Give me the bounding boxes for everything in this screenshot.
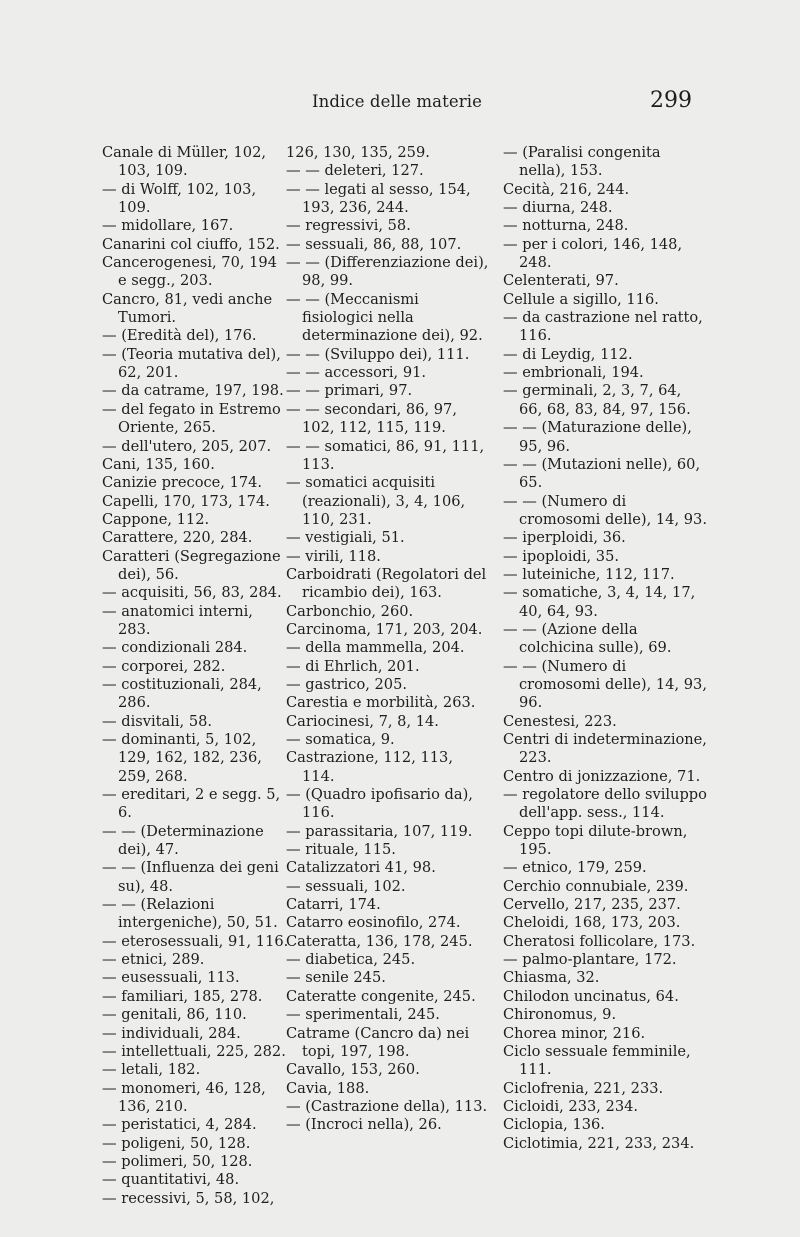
index-column-3 bbox=[503, 144, 709, 1153]
index-entry: — — secondari, 86, 97, 102, 112, 115, 119. bbox=[286, 400, 457, 437]
index-entry: — (Incroci nella), 26. bbox=[286, 1116, 442, 1134]
index-entry: Carcinoma, 171, 203, 204. bbox=[286, 620, 483, 638]
index-entry: Chorea minor, 216. bbox=[503, 1024, 646, 1042]
index-entry: — — (Determinazione dei), 47. bbox=[102, 822, 264, 859]
page-number: 299 bbox=[650, 88, 692, 113]
index-entry: — dell'utero, 205, 207. bbox=[102, 437, 272, 455]
index-entry: — sessuali, 102. bbox=[286, 877, 406, 895]
index-column-2 bbox=[286, 144, 490, 1135]
index-entry: Canarini col ciuffo, 152. bbox=[102, 235, 280, 253]
index-entry: Cateratte congenite, 245. bbox=[286, 987, 476, 1005]
index-entry: Ciclo sessuale femminile, 111. bbox=[503, 1042, 691, 1079]
index-entry: — da castrazione nel ratto, 116. bbox=[503, 309, 703, 345]
index-entry: Cicloidi, 233, 234. bbox=[503, 1097, 639, 1115]
index-entry: Carboidrati (Regolatori del ricambio dei), 163. bbox=[286, 565, 487, 602]
index-entry: — senile 245. bbox=[286, 969, 386, 987]
index-entry: Catarro eosinofilo, 274. bbox=[286, 914, 461, 932]
index-entry: — somatica, 9. bbox=[286, 731, 395, 748]
index-entry: — iperploidi, 36. bbox=[503, 529, 626, 547]
index-entry: Capelli, 170, 173, 174. bbox=[102, 492, 270, 510]
index-entry: Catarri, 174. bbox=[286, 896, 381, 914]
index-entry: — ereditari, 2 e segg. 5, 6. bbox=[102, 786, 281, 822]
index-entry: — — (Mutazioni nelle), 60, 65. bbox=[503, 455, 701, 492]
index-entry: — ipoploidi, 35. bbox=[503, 547, 619, 565]
index-entry: — rituale, 115. bbox=[286, 841, 396, 859]
index-entry: Cervello, 217, 235, 237. bbox=[503, 896, 681, 914]
index-entry: — — somatici, 86, 91, 111, 113. bbox=[286, 437, 485, 473]
index-entry: — sessuali, 86, 88, 107. bbox=[286, 235, 462, 253]
index-entry: 126, 130, 135, 259. bbox=[286, 144, 430, 161]
index-entry: — — (Maturazione delle), 95, 96. bbox=[503, 419, 692, 455]
index-entry: — virili, 118. bbox=[286, 547, 381, 565]
index-entry: — — primari, 97. bbox=[286, 382, 413, 400]
index-entry: — (Quadro ipofisario da), 116. bbox=[286, 786, 473, 822]
index-entry: — acquisiti, 56, 83, 284. bbox=[102, 584, 282, 602]
page-header bbox=[0, 88, 800, 128]
index-entry: — palmo-plantare, 172. bbox=[503, 951, 677, 969]
index-entry: — poligeni, 50, 128. bbox=[102, 1134, 251, 1152]
index-entry: Cancerogenesi, 70, 194 e segg., 203. bbox=[102, 254, 277, 290]
index-entry: — — (Influenza dei geni su), 48. bbox=[102, 859, 279, 895]
index-entry: — peristatici, 4, 284. bbox=[102, 1116, 257, 1134]
index-entry: — diurna, 248. bbox=[503, 199, 613, 217]
index-entry: — — deleteri, 127. bbox=[286, 162, 424, 180]
index-entry: Cariocinesi, 7, 8, 14. bbox=[286, 712, 439, 730]
index-entry: — somatiche, 3, 4, 14, 17, 40, 64, 93. bbox=[503, 584, 696, 620]
index-entry: — — legati al sesso, 154, 193, 236, 244. bbox=[286, 180, 471, 217]
index-entry: — quantitativi, 48. bbox=[102, 1171, 240, 1189]
index-entry: Ciclopia, 136. bbox=[503, 1116, 605, 1134]
index-entry: — notturna, 248. bbox=[503, 217, 629, 235]
index-entry: — (Eredità del), 176. bbox=[102, 327, 257, 345]
index-entry: Chiasma, 32. bbox=[503, 969, 600, 987]
running-title: Indice delle materie bbox=[312, 92, 482, 111]
index-entry: — regolatore dello sviluppo dell'app. sess., 114. bbox=[503, 786, 707, 822]
index-entry: — di Wolff, 102, 103, 109. bbox=[102, 180, 257, 217]
index-entry: Canale di Müller, 102, 103, 109. bbox=[102, 144, 267, 180]
index-entry: — familiari, 185, 278. bbox=[102, 987, 263, 1005]
index-entry: — luteiniche, 112, 117. bbox=[503, 565, 675, 583]
index-entry: — eterosessuali, 91, 116. bbox=[102, 932, 289, 950]
index-entry: Chilodon uncinatus, 64. bbox=[503, 987, 679, 1005]
index-entry: Cerchio connubiale, 239. bbox=[503, 877, 689, 895]
index-entry: — vestigiali, 51. bbox=[286, 529, 405, 547]
index-entry: — genitali, 86, 110. bbox=[102, 1006, 247, 1024]
index-entry: Cateratta, 136, 178, 245. bbox=[286, 932, 473, 950]
index-entry: Cavia, 188. bbox=[286, 1079, 370, 1097]
index-entry: Cheloidi, 168, 173, 203. bbox=[503, 914, 681, 932]
index-entry: — — (Sviluppo dei), 111. bbox=[286, 345, 470, 363]
index-entry: Cellule a sigillo, 116. bbox=[503, 290, 659, 308]
index-entry: — monomeri, 46, 128, 136, 210. bbox=[102, 1079, 266, 1115]
index-entry: Cenestesi, 223. bbox=[503, 712, 617, 730]
index-entry: — per i colori, 146, 148, 248. bbox=[503, 235, 683, 272]
index-entry: — della mammella, 204. bbox=[286, 639, 465, 657]
index-entry: — sperimentali, 245. bbox=[286, 1006, 440, 1024]
index-entry: — etnici, 289. bbox=[102, 951, 205, 969]
index-entry: — embrionali, 194. bbox=[503, 364, 644, 382]
index-entry: — intellettuali, 225, 282. bbox=[102, 1042, 286, 1060]
index-entry: — costituzionali, 284, 286. bbox=[102, 675, 262, 712]
index-entry: Ciclofrenia, 221, 233. bbox=[503, 1079, 664, 1097]
index-entry: — midollare, 167. bbox=[102, 217, 234, 235]
index-entry: — (Castrazione della), 113. bbox=[286, 1097, 488, 1115]
index-entry: Cancro, 81, vedi anche Tumori. bbox=[102, 290, 273, 327]
index-entry: — — (Numero di cromosomi delle), 14, 93. bbox=[503, 492, 707, 528]
index-entry: — di Leydig, 112. bbox=[503, 345, 633, 363]
index-entry: Ceppo topi dilute-brown, 195. bbox=[503, 822, 688, 859]
index-entry: Celenterati, 97. bbox=[503, 272, 619, 290]
index-column-1 bbox=[102, 144, 290, 1208]
index-entry: — germinali, 2, 3, 7, 64, 66, 68, 83, 84, 97, 156. bbox=[503, 382, 691, 418]
index-entry: — — (Differenziazione dei), 98, 99. bbox=[286, 254, 489, 290]
index-entry: Catalizzatori 41, 98. bbox=[286, 859, 436, 877]
index-entry: Carbonchio, 260. bbox=[286, 602, 414, 620]
index-entry: — polimeri, 50, 128. bbox=[102, 1152, 253, 1170]
index-entry: — (Teoria mutativa del), 62, 201. bbox=[102, 345, 281, 382]
index-entry: — regressivi, 58. bbox=[286, 217, 411, 235]
index-entry: Cappone, 112. bbox=[102, 510, 210, 528]
index-entry: — gastrico, 205. bbox=[286, 675, 408, 693]
index-entry: Chironomus, 9. bbox=[503, 1006, 617, 1024]
index-entry: — letali, 182. bbox=[102, 1061, 201, 1079]
index-entry: — parassitaria, 107, 119. bbox=[286, 822, 473, 840]
index-entry: — — (Numero di cromosomi delle), 14, 93, 96. bbox=[503, 657, 707, 712]
index-entry: Catrame (Cancro da) nei topi, 197, 198. bbox=[286, 1024, 470, 1060]
index-entry: — dominanti, 5, 102, 129, 162, 182, 236, 259, 268. bbox=[102, 731, 262, 785]
index-entry: — (Paralisi congenita nella), 153. bbox=[503, 144, 661, 180]
index-entry: Carattere, 220, 284. bbox=[102, 529, 253, 547]
index-entry: Carestia e morbilità, 263. bbox=[286, 694, 476, 712]
index-entry: — — (Meccanismi fisiologici nella determinazione dei), 92. bbox=[286, 290, 483, 345]
index-entry: — di Ehrlich, 201. bbox=[286, 657, 420, 675]
index-entry: — — accessori, 91. bbox=[286, 364, 427, 382]
index-entry: Castrazione, 112, 113, 114. bbox=[286, 749, 453, 785]
index-entry: Cani, 135, 160. bbox=[102, 455, 215, 473]
index-entry: — — (Relazioni intergeniche), 50, 51. bbox=[102, 896, 278, 932]
index-entry: — — (Azione della colchicina sulle), 69. bbox=[503, 620, 672, 657]
index-entry: — da catrame, 197, 198. bbox=[102, 382, 284, 400]
index-entry: — anatomici interni, 283. bbox=[102, 602, 253, 638]
index-entry: Centri di indeterminazione, 223. bbox=[503, 731, 707, 767]
index-entry: — disvitali, 58. bbox=[102, 712, 213, 730]
index-entry: — condizionali 284. bbox=[102, 639, 248, 657]
index-entry: — corporei, 282. bbox=[102, 657, 226, 675]
index-entry: — del fegato in Estremo Oriente, 265. bbox=[102, 400, 281, 437]
index-entry: Canizie precoce, 174. bbox=[102, 474, 263, 492]
index-entry: — diabetica, 245. bbox=[286, 951, 416, 969]
index-entry: Ciclotimia, 221, 233, 234. bbox=[503, 1134, 695, 1152]
index-entry: Centro di jonizzazione, 71. bbox=[503, 767, 701, 785]
index-entry: — somatici acquisiti (reazionali), 3, 4, 106, 110, 231. bbox=[286, 474, 466, 528]
index-entry: — recessivi, 5, 58, 102, bbox=[102, 1189, 275, 1207]
index-entry: — individuali, 284. bbox=[102, 1024, 241, 1042]
index-entry: Caratteri (Segregazione dei), 56. bbox=[102, 547, 281, 583]
index-entry: Cavallo, 153, 260. bbox=[286, 1061, 420, 1079]
index-entry: Cecità, 216, 244. bbox=[503, 180, 630, 198]
index-entry: Cheratosi follicolare, 173. bbox=[503, 932, 696, 950]
index-entry: — eusessuali, 113. bbox=[102, 969, 240, 987]
index-entry: — etnico, 179, 259. bbox=[503, 859, 647, 877]
